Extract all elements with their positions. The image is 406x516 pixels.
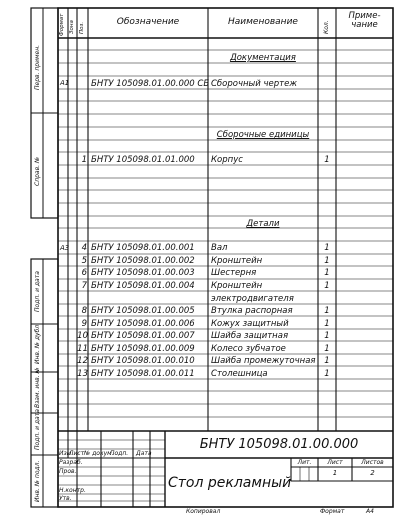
- doc-name: Сборочный чертеж: [211, 79, 297, 89]
- stamp-lit: Лит.: [297, 459, 312, 466]
- footer-kopiroval: Копировал: [186, 508, 221, 515]
- part-pos: 6: [81, 268, 87, 278]
- stamp-listov-value: 2: [370, 469, 375, 477]
- part-qty: 1: [324, 369, 330, 379]
- stamp-n-kontr: Н.контр.: [59, 487, 86, 494]
- part-format: А3: [60, 244, 70, 252]
- part-pos: 9: [81, 319, 87, 329]
- part-name: Столешница: [211, 369, 268, 379]
- col-designation-header: Обозначение: [116, 17, 180, 27]
- stamp-data: Дата: [136, 450, 152, 457]
- doc-designation: БНТУ 105098.01.00.000 СБ: [91, 79, 210, 89]
- part-designation: БНТУ 105098.01.00.004: [91, 281, 195, 291]
- footer-format-value: А4: [366, 508, 374, 515]
- part-qty: 1: [324, 243, 330, 253]
- part-name: Шайба защитная: [211, 331, 289, 341]
- section-assemblies: Сборочные единицы: [216, 130, 310, 140]
- part-designation: БНТУ 105098.01.00.011: [91, 369, 195, 379]
- asm-name: Корпус: [211, 155, 243, 165]
- side-inv-dubl: Инв. № дубл.: [34, 322, 41, 364]
- col-pos-header: Поз.: [79, 21, 85, 34]
- side-sprav-no: Справ. №: [34, 156, 41, 186]
- part-name: Кожух защитный: [211, 319, 289, 329]
- part-designation: БНТУ 105098.01.00.005: [91, 306, 195, 316]
- part-qty: 1: [324, 331, 330, 341]
- part-qty: 1: [324, 319, 330, 329]
- part-pos: 10: [77, 331, 88, 341]
- stamp-prov: Пров.: [59, 468, 77, 475]
- document-code: БНТУ 105098.01.00.000: [199, 437, 359, 452]
- part-name: Кронштейн: [211, 256, 263, 266]
- part-qty: 1: [324, 268, 330, 278]
- part-qty: 1: [324, 344, 330, 354]
- stamp-razrab: Разраб.: [59, 459, 83, 466]
- footer-format-label: Формат: [320, 508, 345, 515]
- part-pos: 4: [81, 243, 87, 253]
- part-designation: БНТУ 105098.01.00.003: [91, 268, 195, 278]
- part-designation: БНТУ 105098.01.00.007: [91, 331, 195, 341]
- side-perv-primen: Перв. примен.: [34, 44, 41, 90]
- side-vzam-inv: Взам. инв. №: [34, 367, 41, 408]
- side-podp-data-1: Подп. и дата: [34, 271, 41, 312]
- part-pos: 5: [81, 256, 87, 266]
- stamp-n-dokum: № докум.: [84, 450, 114, 457]
- doc-format: А1: [60, 79, 70, 87]
- asm-designation: БНТУ 105098.01.01.000: [91, 155, 195, 165]
- stamp-list-value: 1: [332, 469, 338, 477]
- part-name: Вал: [211, 243, 228, 253]
- asm-qty: 1: [324, 155, 330, 165]
- part-name-cont: электродвигателя: [211, 294, 294, 304]
- part-designation: БНТУ 105098.01.00.001: [91, 243, 195, 253]
- part-designation: БНТУ 105098.01.00.002: [91, 256, 195, 266]
- part-qty: 1: [324, 281, 330, 291]
- stamp-listov-label: Листов: [361, 459, 384, 466]
- part-designation: БНТУ 105098.01.00.010: [91, 356, 195, 366]
- asm-pos: 1: [81, 155, 87, 165]
- col-zone-header: Зона: [69, 20, 75, 34]
- side-podp-data-2: Подп. и дата: [34, 409, 41, 450]
- stamp-list: Лист: [69, 450, 85, 457]
- part-pos: 13: [77, 369, 88, 379]
- section-documentation: Документация: [230, 53, 296, 63]
- part-name: Кронштейн: [211, 281, 263, 291]
- part-name: Шестерня: [211, 268, 257, 278]
- stamp-list-label: Лист: [327, 459, 343, 466]
- col-name-header: Наименование: [228, 17, 298, 27]
- part-name: Втулка распорная: [211, 306, 293, 316]
- part-pos: 11: [77, 344, 88, 354]
- col-note-header: Приме- чание: [348, 11, 381, 30]
- part-name: Колесо зубчатое: [211, 344, 286, 354]
- part-qty: 1: [324, 356, 330, 366]
- col-qty-header: Кол.: [323, 20, 330, 34]
- section-parts: Детали: [246, 219, 280, 229]
- document-title: Стол рекламный: [168, 475, 292, 491]
- part-qty: 1: [324, 306, 330, 316]
- part-qty: 1: [324, 256, 330, 266]
- part-designation: БНТУ 105098.01.00.009: [91, 344, 195, 354]
- part-pos: 12: [77, 356, 88, 366]
- stamp-utv: Утв.: [59, 495, 72, 502]
- part-name: Шайба промежуточная: [211, 356, 316, 366]
- col-format-header: Формат: [59, 13, 65, 36]
- side-inv-podl: Инв. № подл.: [34, 460, 41, 502]
- stamp-izm: Изм.: [59, 450, 74, 457]
- part-pos: 7: [81, 281, 87, 291]
- part-designation: БНТУ 105098.01.00.006: [91, 319, 195, 329]
- part-pos: 8: [81, 306, 87, 316]
- stamp-podp: Подп.: [110, 450, 129, 457]
